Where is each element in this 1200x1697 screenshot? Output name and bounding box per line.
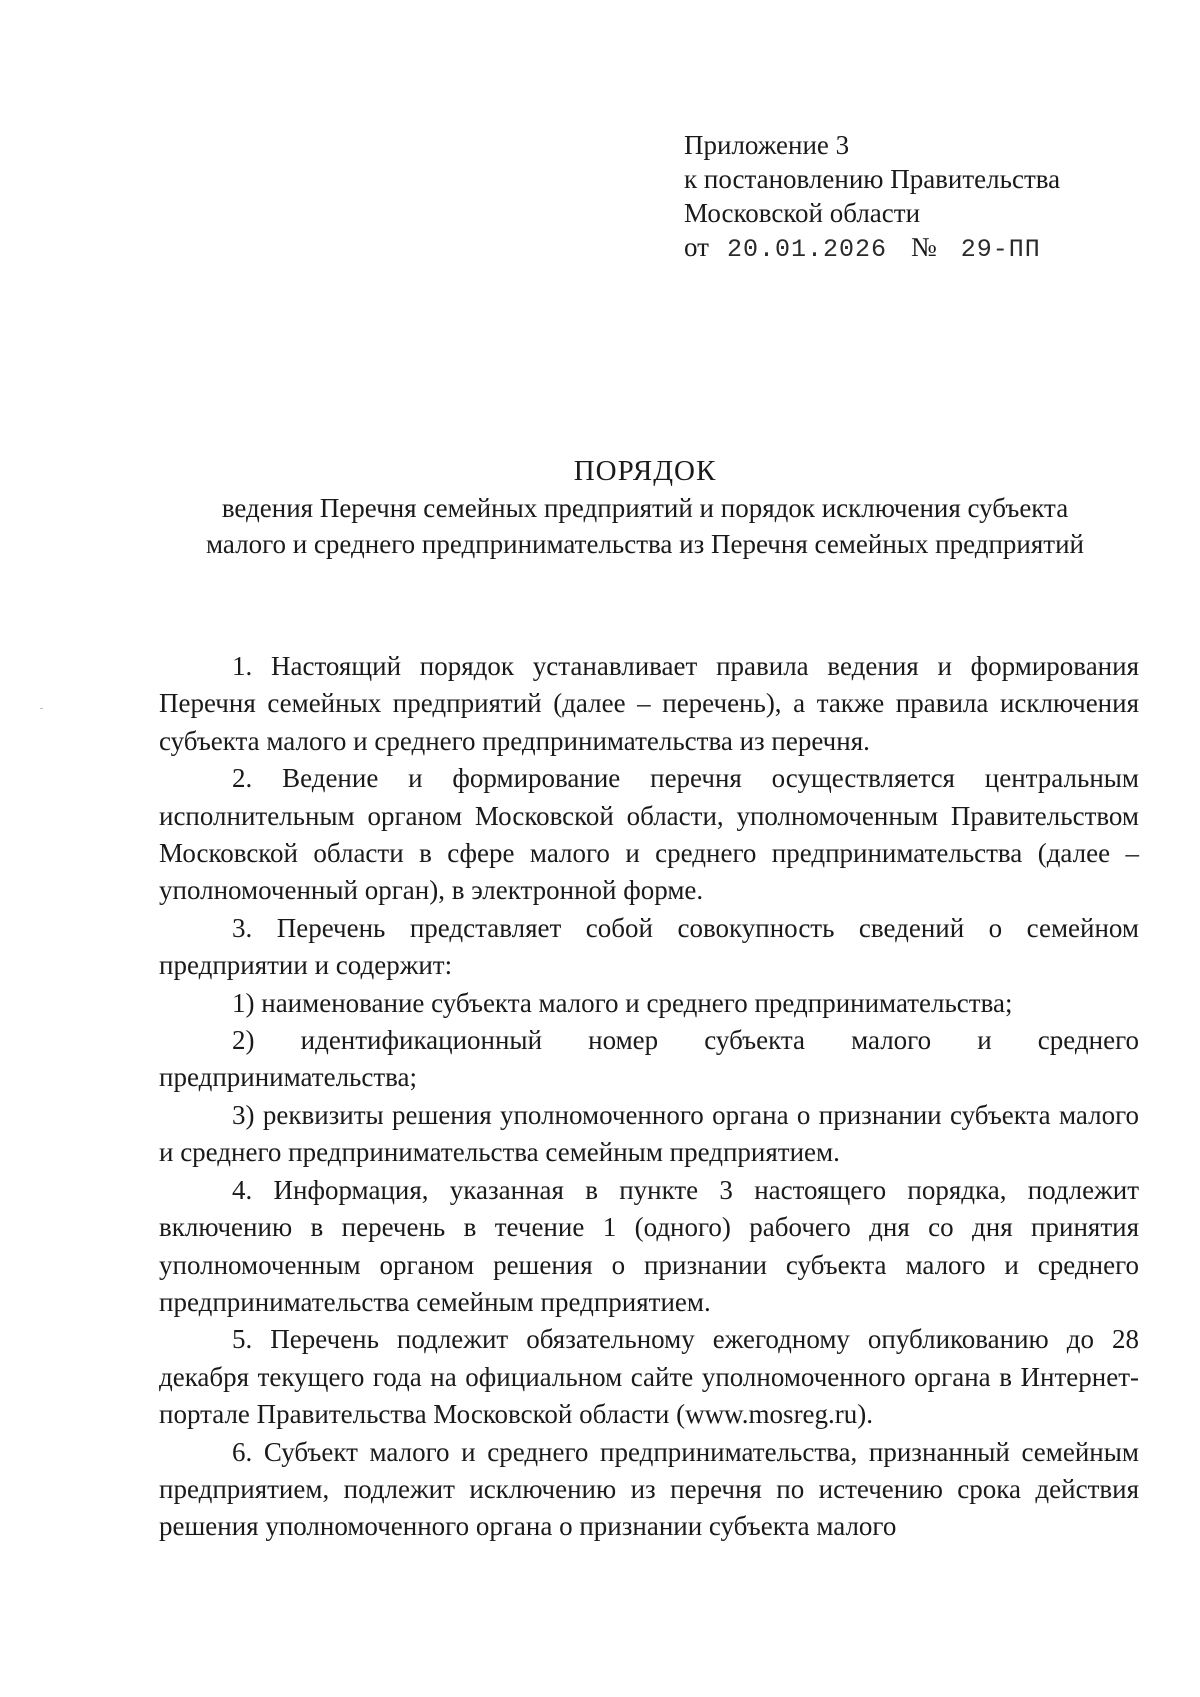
date-prefix: от — [684, 232, 709, 262]
appendix-label: Приложение 3 — [684, 130, 850, 160]
document-body — [159, 648, 1139, 1546]
appendix-block — [684, 128, 1144, 267]
appendix-region: Московской области — [684, 198, 921, 228]
paragraph-1: 1. Настоящий порядок устанавливает правила ведения и формирования Перечня семейных предприятий (далее – перечень), а также правила исключения субъекта малого и среднего предпринимательства из перечня. — [159, 651, 1139, 756]
paragraph-5: 5. Перечень подлежит обязательному ежегодному опубликованию до 28 декабря текущего года на официальном сайте уполномоченного органа в Интернет-портале Правительства Московской области (www.mosreg.ru). — [159, 1324, 1139, 1430]
paragraph-2: 2. Ведение и формирование перечня осуществляется центральным исполнительным органом Московской области, уполномоченным Правительством Московской области в сфере малого и среднего предпринимательства (далее – уполномоченный орган), в электронной форме. — [159, 763, 1139, 906]
subitem-2: 2) идентификационный номер субъекта малого и среднего предпринимательства; — [159, 1025, 1139, 1093]
document-subtitle-line-1: ведения Перечня семейных предприятий и порядок исключения субъекта — [221, 493, 1069, 523]
paragraph-3: 3. Перечень представляет собой совокупность сведений о семейном предприятии и содержит: — [159, 912, 1139, 981]
decree-number: 29-ПП — [960, 235, 1041, 264]
subitem-1: 1) наименование субъекта малого и среднего предпринимательства; — [232, 987, 1013, 1018]
document-subtitle-line-2: малого и среднего предпринимательства из Перечня семейных предприятий — [205, 529, 1084, 559]
appendix-reference: к постановлению Правительства — [684, 164, 1061, 194]
number-sign: № — [910, 232, 937, 262]
document-title: ПОРЯДОК — [573, 455, 717, 487]
title-block — [150, 452, 1140, 562]
subitem-3: 3) реквизиты решения уполномоченного органа о признании субъекта малого и среднего предпринимательства семейным предприятием. — [159, 1099, 1139, 1168]
paragraph-6: 6. Субъект малого и среднего предпринимательства, признанный семейным предприятием, подлежит исключению из перечня по истечению срока действия решения уполномоченного органа о признании субъекта малого — [159, 1436, 1139, 1542]
paragraph-4: 4. Информация, указанная в пункте 3 настоящего порядка, подлежит включению в перечень в течение 1 (одного) рабочего дня со дня принятия уполномоченным органом решения о признании субъекта малого и среднего предпринимательства семейным предприятием. — [159, 1174, 1139, 1317]
scan-artifact — [40, 708, 43, 709]
appendix-date-number — [684, 230, 1144, 267]
decree-date: 20.01.2026 — [726, 235, 887, 264]
